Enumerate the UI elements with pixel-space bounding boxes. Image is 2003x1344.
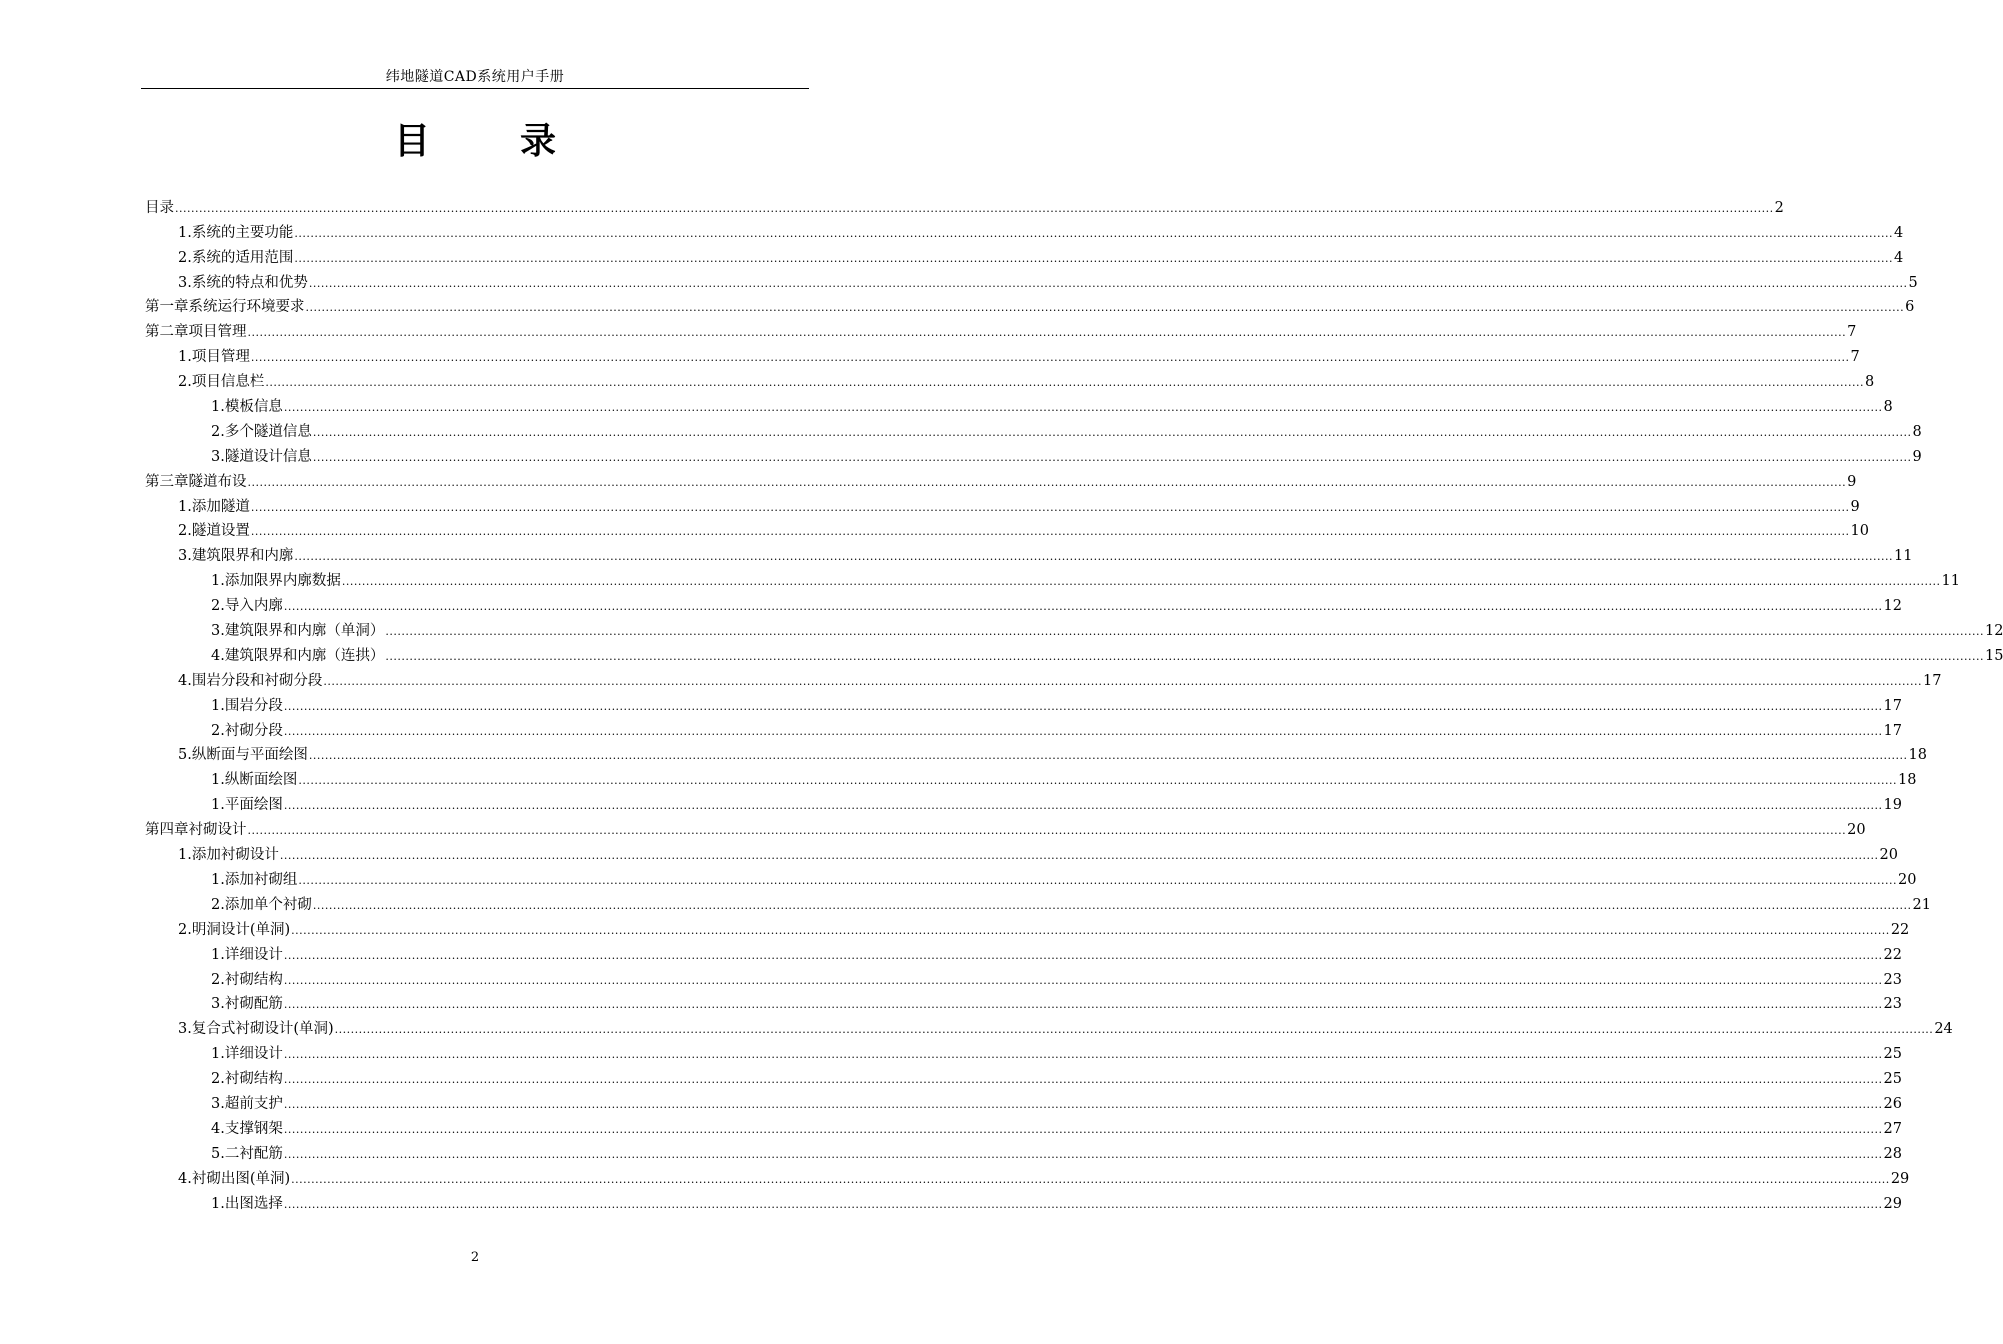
toc-entry-number: 3. [178, 274, 192, 291]
toc-entry-title: 添加衬砌组 [224, 871, 298, 888]
toc-dot-leader: ................................................................................................................................................................................................................................................................................................................................................................................................................ [250, 500, 1850, 514]
toc-entry-page: 18 [1897, 772, 1917, 789]
toc-entry-page: 17 [1883, 697, 1902, 714]
toc-entry[interactable] [145, 316, 1857, 341]
toc-entry-page: 20 [1879, 847, 1898, 864]
toc-entry-title: 录 [159, 199, 174, 216]
toc-dot-leader: ................................................................................................................................................................................................................................................................................................................................................................................................................ [283, 1147, 1883, 1161]
toc-entry[interactable] [145, 715, 1902, 740]
toc-entry[interactable] [145, 1113, 1902, 1138]
toc-entry[interactable] [145, 565, 1960, 590]
toc-entry-title: 系统的特点和优势 [191, 274, 308, 291]
toc-dot-leader: ................................................................................................................................................................................................................................................................................................................................................................................................................ [283, 973, 1883, 987]
toc-entry-title: 衬砌结构 [224, 1071, 283, 1088]
toc-entry[interactable] [145, 366, 1875, 391]
toc-entry[interactable] [145, 764, 1917, 789]
toc-entry[interactable] [145, 1163, 1910, 1188]
toc-entry[interactable] [145, 192, 1784, 217]
toc-entry-number: 4. [178, 672, 192, 689]
toc-entry-title: 隧道设计信息 [224, 448, 312, 465]
toc-entry-number: 3. [211, 1095, 225, 1112]
toc-entry-page: 29 [1890, 1170, 1910, 1187]
toc-entry-page: 22 [1890, 921, 1910, 938]
page-number: 2 [470, 1250, 480, 1265]
toc-entry-page: 26 [1883, 1095, 1902, 1112]
toc-entry-page: 20 [1897, 871, 1917, 888]
toc-entry-number: 3. [178, 548, 192, 565]
toc-entry-page: 25 [1883, 1046, 1902, 1063]
toc-dot-leader: ................................................................................................................................................................................................................................................................................................................................................................................................................ [283, 1197, 1883, 1211]
toc-entry-page: 12 [1883, 598, 1902, 615]
toc-dot-leader: ................................................................................................................................................................................................................................................................................................................................................................................................................ [291, 923, 1890, 937]
toc-entry-page: 29 [1883, 1195, 1902, 1212]
toc-entry[interactable] [145, 665, 1942, 690]
toc-entry-number: 1. [211, 399, 225, 416]
toc-entry[interactable] [145, 590, 1902, 615]
toc-entry-number: 2. [211, 1071, 225, 1088]
toc-entry[interactable] [145, 466, 1857, 491]
toc-entry[interactable] [145, 914, 1910, 939]
toc-entry-number: 2. [211, 722, 225, 739]
toc-dot-leader: ................................................................................................................................................................................................................................................................................................................................................................................................................ [312, 898, 1912, 912]
toc-entry[interactable] [145, 640, 2003, 665]
toc-entry-page: 11 [1893, 548, 1913, 565]
toc-entry-title: 围岩分段 [224, 697, 283, 714]
toc-entry-title: 项目信息栏 [191, 374, 265, 391]
toc-dot-leader: ................................................................................................................................................................................................................................................................................................................................................................................................................ [341, 575, 1941, 589]
toc-entry-title: 系统运行环境要求 [188, 299, 305, 316]
toc-entry-number: 1. [211, 1195, 225, 1212]
running-header: 纬地隧道CAD系统用户手册 [385, 69, 565, 85]
toc-entry-page: 25 [1883, 1071, 1902, 1088]
toc-entry-page: 17 [1922, 672, 1942, 689]
toc-entry-number: 3. [178, 1021, 192, 1038]
toc-entry-page: 4 [1893, 224, 1904, 241]
toc-dot-leader: ................................................................................................................................................................................................................................................................................................................................................................................................................ [308, 276, 1908, 290]
toc-entry-page: 9 [1850, 498, 1860, 515]
toc-dot-leader: ................................................................................................................................................................................................................................................................................................................................................................................................................ [305, 301, 1905, 315]
toc-dot-leader: ................................................................................................................................................................................................................................................................................................................................................................................................................ [283, 600, 1883, 614]
toc-entry-title: 衬砌结构 [224, 971, 283, 988]
header-rule [141, 88, 809, 89]
toc-entry-title: 纵断面与平面绘图 [191, 747, 308, 764]
toc-entry-title: 围岩分段和衬砌分段 [191, 672, 323, 689]
toc-entry-number: 目 [145, 199, 160, 216]
toc-entry-page: 8 [1883, 399, 1893, 416]
toc-entry[interactable] [145, 864, 1917, 889]
toc-entry[interactable] [145, 814, 1866, 839]
toc-dot-leader: ................................................................................................................................................................................................................................................................................................................................................................................................................ [385, 649, 1984, 663]
toc-entry-page: 17 [1883, 722, 1902, 739]
title-char-1: 目 [393, 120, 430, 162]
toc-entry-page: 23 [1883, 971, 1902, 988]
toc-entry[interactable] [145, 1088, 1902, 1113]
toc-dot-leader: ................................................................................................................................................................................................................................................................................................................................................................................................................ [283, 948, 1883, 962]
toc-entry-number: 1. [178, 349, 192, 366]
toc-entry-page: 7 [1850, 349, 1860, 366]
toc-dot-leader: ................................................................................................................................................................................................................................................................................................................................................................................................................ [250, 351, 1850, 365]
toc-entry-number: 第一章 [145, 299, 189, 316]
toc-entry-number: 1. [211, 871, 225, 888]
toc-dot-leader: ................................................................................................................................................................................................................................................................................................................................................................................................................ [175, 201, 1774, 215]
toc-entry-page: 21 [1912, 896, 1931, 913]
toc-entry-title: 衬砌配筋 [224, 996, 283, 1013]
toc-entry-number: 第三章 [145, 473, 189, 490]
toc-entry-title: 衬砌设计 [188, 822, 247, 839]
toc-entry[interactable] [145, 217, 1904, 242]
toc-entry-number: 第二章 [145, 324, 189, 341]
toc-entry[interactable] [145, 416, 1922, 441]
toc-dot-leader: ................................................................................................................................................................................................................................................................................................................................................................................................................ [283, 1073, 1883, 1087]
toc-entry-title: 项目管理 [191, 349, 250, 366]
toc-entry[interactable] [145, 939, 1902, 964]
toc-entry-number: 1. [211, 573, 225, 590]
toc-entry-title: 明洞设计(单洞) [191, 921, 291, 938]
toc-entry-title: 系统的适用范围 [191, 249, 294, 266]
toc-entry[interactable] [145, 889, 1931, 914]
toc-entry[interactable] [145, 789, 1902, 814]
toc-dot-leader: ................................................................................................................................................................................................................................................................................................................................................................................................................ [247, 824, 1847, 838]
toc-dot-leader: ................................................................................................................................................................................................................................................................................................................................................................................................................ [334, 1023, 1934, 1037]
toc-entry-page: 9 [1847, 473, 1857, 490]
toc-dot-leader: ................................................................................................................................................................................................................................................................................................................................................................................................................ [291, 1172, 1890, 1186]
toc-entry[interactable] [145, 964, 1902, 989]
toc-entry-title: 衬砌出图(单洞) [191, 1170, 291, 1187]
toc-entry-title: 详细设计 [224, 1046, 283, 1063]
toc-entry-title: 添加单个衬砌 [224, 896, 312, 913]
toc-entry-page: 12 [1984, 623, 2003, 640]
toc-entry-number: 2. [211, 896, 225, 913]
toc-entry-page: 28 [1883, 1145, 1902, 1162]
toc-entry-title: 添加限界内廓数据 [224, 573, 341, 590]
toc-entry[interactable] [145, 267, 1918, 292]
table-of-contents [145, 192, 2003, 1213]
toc-entry-page: 4 [1893, 249, 1904, 266]
toc-entry-number: 3. [211, 996, 225, 1013]
toc-dot-leader: ................................................................................................................................................................................................................................................................................................................................................................................................................ [312, 425, 1912, 439]
toc-entry-page: 8 [1912, 423, 1922, 440]
toc-dot-leader: ................................................................................................................................................................................................................................................................................................................................................................................................................ [247, 475, 1847, 489]
toc-entry-number: 1. [211, 697, 225, 714]
toc-entry-page: 6 [1905, 299, 1915, 316]
toc-entry-page: 2 [1774, 199, 1784, 216]
toc-entry-title: 支撑钢架 [224, 1120, 283, 1137]
toc-entry-page: 20 [1847, 822, 1866, 839]
toc-dot-leader: ................................................................................................................................................................................................................................................................................................................................................................................................................ [308, 749, 1908, 763]
toc-entry-number: 4. [211, 647, 225, 664]
toc-entry-number: 2. [211, 598, 225, 615]
toc-dot-leader: ................................................................................................................................................................................................................................................................................................................................................................................................................ [294, 550, 1893, 564]
toc-entry-number: 1. [178, 847, 192, 864]
toc-entry[interactable] [145, 740, 1927, 765]
toc-entry[interactable] [145, 516, 1869, 541]
toc-entry-title: 出图选择 [224, 1195, 283, 1212]
page-title [0, 113, 950, 164]
toc-entry-number: 3. [211, 623, 225, 640]
toc-entry-number: 2. [178, 523, 192, 540]
toc-entry-page: 18 [1908, 747, 1927, 764]
toc-entry-page: 11 [1941, 573, 1960, 590]
toc-entry[interactable] [145, 1138, 1902, 1163]
toc-entry-number: 1. [178, 224, 192, 241]
toc-entry-title: 添加衬砌设计 [191, 847, 279, 864]
toc-entry-number: 5. [211, 1145, 225, 1162]
toc-dot-leader: ................................................................................................................................................................................................................................................................................................................................................................................................................ [298, 774, 1897, 788]
toc-entry[interactable] [145, 1038, 1902, 1063]
toc-entry-title: 建筑限界和内廓（连拱） [224, 647, 385, 664]
toc-entry-page: 9 [1912, 448, 1922, 465]
toc-entry-title: 添加隧道 [191, 498, 250, 515]
toc-entry[interactable] [145, 341, 1860, 366]
toc-entry-number: 2. [178, 374, 192, 391]
toc-entry-title: 隧道设置 [191, 523, 250, 540]
toc-entry-number: 2. [178, 921, 192, 938]
toc-entry[interactable] [145, 391, 1893, 416]
toc-entry-page: 5 [1908, 274, 1918, 291]
toc-entry[interactable] [145, 491, 1860, 516]
toc-dot-leader: ................................................................................................................................................................................................................................................................................................................................................................................................................ [283, 699, 1883, 713]
toc-entry-title: 平面绘图 [224, 797, 283, 814]
toc-dot-leader: ................................................................................................................................................................................................................................................................................................................................................................................................................ [385, 625, 1984, 639]
toc-entry[interactable] [145, 615, 2003, 640]
toc-dot-leader: ................................................................................................................................................................................................................................................................................................................................................................................................................ [294, 226, 1893, 240]
toc-entry[interactable] [145, 1188, 1902, 1213]
toc-dot-leader: ................................................................................................................................................................................................................................................................................................................................................................................................................ [283, 1048, 1883, 1062]
toc-dot-leader: ................................................................................................................................................................................................................................................................................................................................................................................................................ [294, 251, 1893, 265]
toc-dot-leader: ................................................................................................................................................................................................................................................................................................................................................................................................................ [283, 401, 1883, 415]
toc-entry-number: 2. [178, 249, 192, 266]
toc-dot-leader: ................................................................................................................................................................................................................................................................................................................................................................................................................ [323, 674, 1922, 688]
toc-entry[interactable] [145, 839, 1898, 864]
toc-entry-page: 19 [1883, 797, 1902, 814]
toc-dot-leader: ................................................................................................................................................................................................................................................................................................................................................................................................................ [250, 525, 1850, 539]
toc-dot-leader: ................................................................................................................................................................................................................................................................................................................................................................................................................ [283, 724, 1883, 738]
toc-entry-page: 10 [1850, 523, 1869, 540]
toc-dot-leader: ................................................................................................................................................................................................................................................................................................................................................................................................................ [298, 873, 1897, 887]
toc-entry[interactable] [145, 242, 1904, 267]
toc-entry[interactable] [145, 540, 1913, 565]
toc-entry[interactable] [145, 989, 1902, 1014]
toc-entry-title: 建筑限界和内廓（单洞） [224, 623, 385, 640]
toc-entry[interactable] [145, 441, 1922, 466]
toc-dot-leader: ................................................................................................................................................................................................................................................................................................................................................................................................................ [283, 799, 1883, 813]
toc-entry[interactable] [145, 292, 1915, 317]
toc-entry-number: 1. [211, 797, 225, 814]
toc-entry-title: 模板信息 [224, 399, 283, 416]
toc-entry-title: 项目管理 [188, 324, 247, 341]
toc-entry-number: 4. [211, 1120, 225, 1137]
toc-entry-number: 第四章 [145, 822, 189, 839]
toc-entry-page: 8 [1864, 374, 1875, 391]
toc-entry-number: 3. [211, 448, 225, 465]
toc-dot-leader: ................................................................................................................................................................................................................................................................................................................................................................................................................ [265, 376, 1864, 390]
toc-dot-leader: ................................................................................................................................................................................................................................................................................................................................................................................................................ [283, 998, 1883, 1012]
toc-entry-number: 1. [178, 498, 192, 515]
toc-entry-number: 1. [211, 772, 225, 789]
toc-entry-title: 超前支护 [224, 1095, 283, 1112]
toc-entry-title: 二衬配筋 [224, 1145, 283, 1162]
toc-entry-title: 隧道布设 [188, 473, 247, 490]
toc-entry-page: 7 [1847, 324, 1857, 341]
toc-entry[interactable] [145, 1063, 1902, 1088]
toc-entry-title: 详细设计 [224, 946, 283, 963]
toc-entry-number: 1. [211, 946, 225, 963]
toc-entry-number: 4. [178, 1170, 192, 1187]
toc-entry-number: 2. [211, 971, 225, 988]
toc-entry-title: 复合式衬砌设计(单洞) [191, 1021, 334, 1038]
toc-entry[interactable] [145, 690, 1902, 715]
toc-entry-page: 15 [1984, 647, 2003, 664]
toc-entry-page: 27 [1883, 1120, 1902, 1137]
toc-entry-page: 22 [1883, 946, 1902, 963]
toc-dot-leader: ................................................................................................................................................................................................................................................................................................................................................................................................................ [283, 1097, 1883, 1111]
toc-entry[interactable] [145, 1013, 1953, 1038]
toc-entry-title: 系统的主要功能 [191, 224, 294, 241]
toc-dot-leader: ................................................................................................................................................................................................................................................................................................................................................................................................................ [247, 326, 1847, 340]
toc-entry-title: 建筑限界和内廓 [191, 548, 294, 565]
toc-entry-title: 纵断面绘图 [224, 772, 298, 789]
toc-entry-number: 5. [178, 747, 192, 764]
toc-entry-title: 导入内廓 [224, 598, 283, 615]
title-char-2: 录 [520, 120, 557, 162]
toc-entry-number: 1. [211, 1046, 225, 1063]
toc-entry-number: 2. [211, 423, 225, 440]
toc-dot-leader: ................................................................................................................................................................................................................................................................................................................................................................................................................ [279, 849, 1879, 863]
toc-entry-page: 24 [1934, 1021, 1953, 1038]
toc-dot-leader: ................................................................................................................................................................................................................................................................................................................................................................................................................ [283, 1122, 1883, 1136]
toc-entry-title: 衬砌分段 [224, 722, 283, 739]
toc-entry-page: 23 [1883, 996, 1902, 1013]
toc-entry-title: 多个隧道信息 [224, 423, 312, 440]
toc-dot-leader: ................................................................................................................................................................................................................................................................................................................................................................................................................ [312, 450, 1912, 464]
